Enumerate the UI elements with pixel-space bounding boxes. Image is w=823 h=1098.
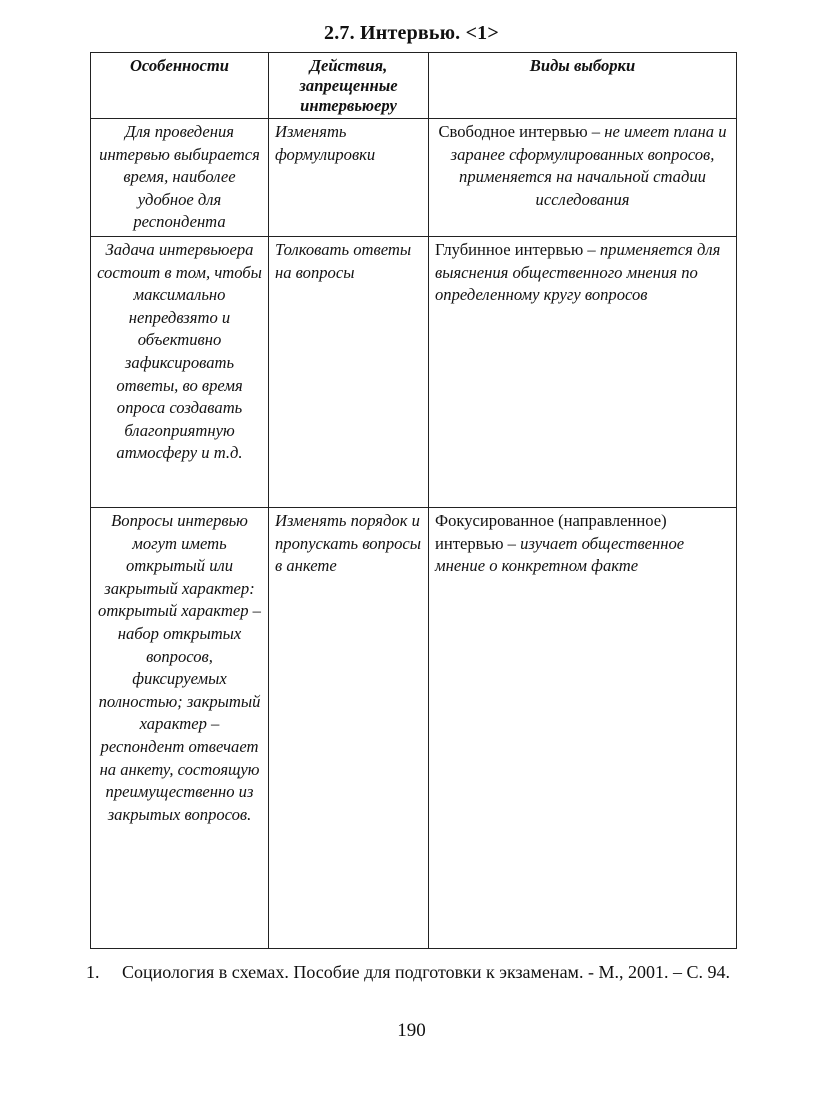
page-title: 2.7. Интервью. <1> [324, 22, 499, 44]
column-header-forbidden-actions: Действия, запрещенные интервьюеру [269, 53, 429, 119]
footnote [86, 960, 776, 984]
interview-type-cell [429, 236, 737, 507]
interview-table [90, 52, 737, 949]
feature-cell: Вопросы интервью могут иметь открытый или закрытый характер: открытый характер – набор открытых вопросов, фиксируемых полностью; закрытый характер – респондент отвечает на анкету, состоящую преимущественно из закрытых вопросов. [91, 507, 269, 948]
table-row [91, 236, 737, 507]
footnote-number: 1. [86, 962, 100, 982]
interview-type-name: Свободное интервью – [438, 122, 605, 141]
interview-type-name: Глубинное интервью – [435, 239, 600, 259]
forbidden-action-cell: Толковать ответы на вопросы [269, 236, 429, 507]
page-number: 190 [397, 1020, 426, 1041]
table-header-row [91, 53, 737, 119]
forbidden-action-cell: Изменять формулировки [269, 119, 429, 237]
forbidden-action-cell: Изменять порядок и пропускать вопросы в анкете [269, 507, 429, 948]
interview-type-description: изучает общественное мнение о конкретном факте [435, 533, 685, 576]
feature-cell: Задача интервьюера состоит в том, чтобы максимально непредвзято и объективно зафиксировать ответы, во время опроса создавать благоприятную атмосферу и т.д. [91, 236, 269, 507]
feature-cell: Для проведения интервью выбирается время, наиболее удобное для респондента [91, 119, 269, 237]
interview-type-cell [429, 119, 737, 237]
interview-type-cell [429, 507, 737, 948]
table-row [91, 119, 737, 237]
column-header-sampling-types: Виды выборки [429, 53, 737, 119]
interview-type-name: Фокусированное (направленное) интервью – [435, 510, 667, 553]
interview-type-description: не имеет плана и заранее сформулированных вопросов, применяется на начальной стадии исследования [450, 122, 727, 209]
interview-type-description: применяется для выяснения общественного мнения по определенному кругу вопросов [435, 239, 721, 305]
column-header-features: Особенности [91, 53, 269, 119]
table-row [91, 507, 737, 948]
footnote-text: Социология в схемах. Пособие для подготовки к экзаменам. - М., 2001. – С. 94. [122, 962, 730, 982]
